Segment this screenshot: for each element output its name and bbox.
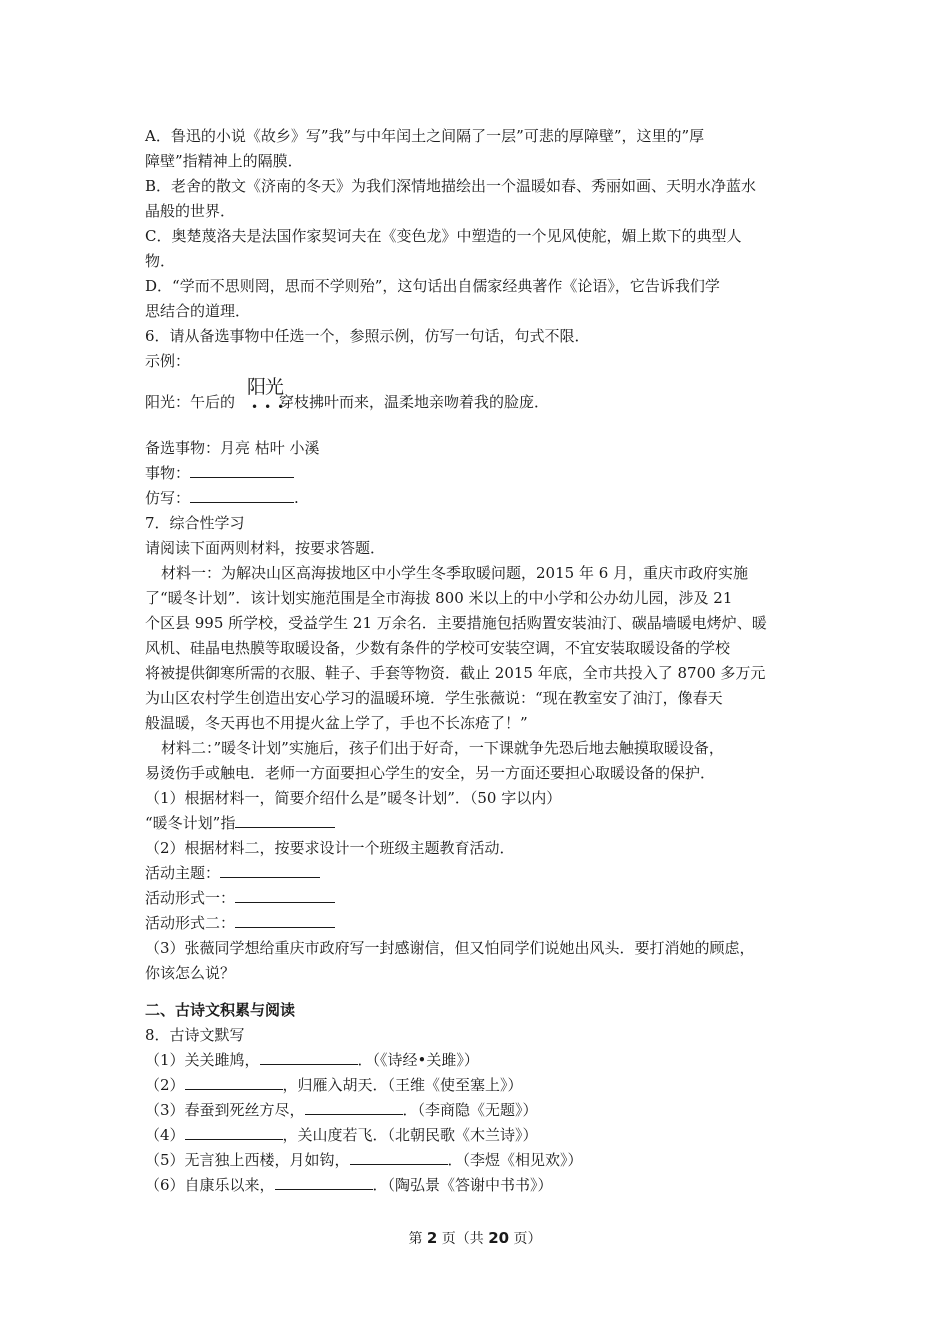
poem-1-suffix: ．（《诗经•关雎》） (357, 1051, 479, 1069)
imitate-answer-line (145, 486, 817, 511)
total-pages-number: 20 (488, 1229, 510, 1247)
option-b-line-1: B．老舍的散文《济南的冬天》为我们深情地描绘出一个温暖如春、秀丽如画、天明水净蓝水 (145, 177, 757, 195)
material-1-line-5: 将被提供御寒所需的衣服、鞋子、手套等物资．截止 2015 年底，全市共投入了 8700 多万元 (145, 664, 766, 682)
activity-form-1-line (145, 886, 817, 911)
material-1-line-7: 般温暖，冬天再也不用提火盆上学了，手也不长冻疮了！” (145, 714, 528, 732)
poem-1-prefix: （1）关关雎鸠， (145, 1051, 260, 1069)
material-1-line-4: 风机、硅晶电热膜等取暖设备，少数有条件的学校可安装空调，不宜安装取暖设备的学校 (145, 639, 731, 657)
option-a-line-2: 障壁”指精神上的隔膜． (145, 152, 303, 170)
activity-theme-label: 活动主题： (145, 864, 221, 882)
example-sentence (145, 374, 817, 424)
poem-line-6 (145, 1173, 817, 1198)
activity-form-1-label: 活动形式一： (145, 889, 236, 907)
option-c-line-1: C．奥楚蔑洛夫是法国作家契诃夫在《变色龙》中塑造的一个见风使舵，媚上欺下的典型人 (145, 227, 742, 245)
subquestion-3-line-2: 你该怎么说？ (145, 964, 236, 982)
poem-line-3 (145, 1098, 817, 1123)
poem-line-4 (145, 1123, 817, 1148)
footer-suffix: 页） (509, 1231, 542, 1247)
material-1-line-1: 材料一：为解决山区高海拔地区中小学生冬季取暖问题，2015 年 6 月，重庆市政府实施 (161, 564, 749, 582)
thing-blank[interactable] (190, 461, 294, 478)
example-prefix: 阳光：午后的 (145, 393, 236, 411)
example-label: 示例： (145, 352, 191, 370)
activity-form-2-line (145, 911, 817, 936)
poem-3-suffix: ．（李商隐《无题》） (402, 1101, 538, 1119)
activity-theme-blank[interactable] (220, 861, 320, 878)
poem-line-5 (145, 1148, 817, 1173)
question-7-intro: 请阅读下面两则材料，按要求答题． (145, 539, 386, 557)
material-1-line-2: 了“暖冬计划”．该计划实施范围是全市海拔 800 米以上的中小学和公办幼儿园，涉及 21 (145, 589, 733, 607)
poem-line-2 (145, 1073, 817, 1098)
question-8-title: 8．古诗文默写 (145, 1026, 245, 1044)
option-d-line-2: 思结合的道理． (145, 302, 251, 320)
poem-6-suffix: ．（陶弘景《答谢中书书》） (372, 1176, 553, 1194)
material-2-line-1: 材料二：”暖冬计划”实施后，孩子们出于好奇，一下课就争先恐后地去触摸取暖设备， (161, 739, 724, 757)
handwritten-word: 阳光 (247, 376, 284, 398)
example-suffix: 穿枝拂叶而来，温柔地亲吻着我的脸庞． (279, 393, 550, 411)
poem-2-blank[interactable] (185, 1073, 283, 1090)
activity-form-1-blank[interactable] (235, 886, 335, 903)
material-2-line-2: 易烫伤手或触电．老师一方面要担心学生的安全，另一方面还要担心取暖设备的保护． (145, 764, 716, 782)
poem-6-prefix: （6）自康乐以来， (145, 1176, 275, 1194)
poem-5-suffix: ．（李煜《相见欢》） (447, 1151, 583, 1169)
thing-label: 事物： (145, 464, 191, 482)
imitate-end: . (294, 489, 299, 507)
poem-4-suffix: ，关山度若飞．（北朝民歌《木兰诗》） (282, 1126, 538, 1144)
footer-prefix: 第 (408, 1231, 427, 1247)
material-1-line-3: 个区县 995 所学校，受益学生 21 万余名．主要措施包括购置安装油汀、碳晶墙暖电烤炉、暖 (145, 614, 767, 632)
spacer (145, 986, 817, 998)
option-a-line-1: A．鲁迅的小说《故乡》写”我”与中年闰土之间隔了一层”可悲的厚障壁”，这里的”厚 (145, 127, 705, 145)
option-b-line-2: 晶般的世界． (145, 202, 236, 220)
subquestion-3-line-1: （3）张薇同学想给重庆市政府写一封感谢信，但又怕同学们说她出风头．要打消她的顾虑， (145, 939, 755, 957)
footer-middle: 页（共 (437, 1231, 489, 1247)
emphasis-dots-icon: ••• (251, 400, 291, 414)
handwritten-word-image (247, 372, 293, 418)
page-footer (0, 1228, 950, 1248)
poem-3-prefix: （3）春蚕到死丝方尽， (145, 1101, 305, 1119)
poem-2-prefix: （2） (145, 1076, 185, 1094)
thing-answer-line (145, 461, 817, 486)
subquestion-1-answer-line (145, 811, 817, 836)
poem-5-blank[interactable] (350, 1148, 448, 1165)
activity-form-2-blank[interactable] (235, 911, 335, 928)
subquestion-1-answer-label: “暖冬计划”指 (145, 814, 236, 832)
poem-2-suffix: ，归雁入胡天．（王维《使至塞上》） (282, 1076, 523, 1094)
question-6-title: 6．请从备选事物中任选一个，参照示例，仿写一句话，句式不限． (145, 327, 590, 345)
poem-3-blank[interactable] (305, 1098, 403, 1115)
candidate-items: 备选事物：月亮 枯叶 小溪 (145, 439, 320, 457)
document-body (145, 124, 817, 1198)
activity-form-2-label: 活动形式二： (145, 914, 236, 932)
option-d-line-1: D．“学而不思则罔，思而不学则殆”，这句话出自儒家经典著作《论语》，它告诉我们学 (145, 277, 720, 295)
poem-line-1 (145, 1048, 817, 1073)
section-2-heading: 二、古诗文积累与阅读 (145, 1001, 296, 1019)
option-c-line-2: 物． (145, 252, 176, 270)
poem-4-blank[interactable] (185, 1123, 283, 1140)
poem-5-prefix: （5）无言独上西楼，月如钩， (145, 1151, 350, 1169)
activity-theme-line (145, 861, 817, 886)
subquestion-2: （2）根据材料二，按要求设计一个班级主题教育活动． (145, 839, 515, 857)
poem-1-blank[interactable] (260, 1048, 358, 1065)
poem-6-blank[interactable] (275, 1173, 373, 1190)
imitate-blank[interactable] (190, 486, 294, 503)
subquestion-1-blank[interactable] (235, 811, 335, 828)
poem-4-prefix: （4） (145, 1126, 185, 1144)
current-page-number: 2 (426, 1229, 438, 1247)
question-7-title: 7．综合性学习 (145, 514, 245, 532)
material-1-line-6: 为山区农村学生创造出安心学习的温暖环境．学生张薇说：“现在教室安了油汀，像春天 (145, 689, 723, 707)
spacer (145, 424, 817, 436)
imitate-label: 仿写： (145, 489, 191, 507)
subquestion-1: （1）根据材料一，简要介绍什么是”暖冬计划”．（50 字以内） (145, 789, 562, 807)
